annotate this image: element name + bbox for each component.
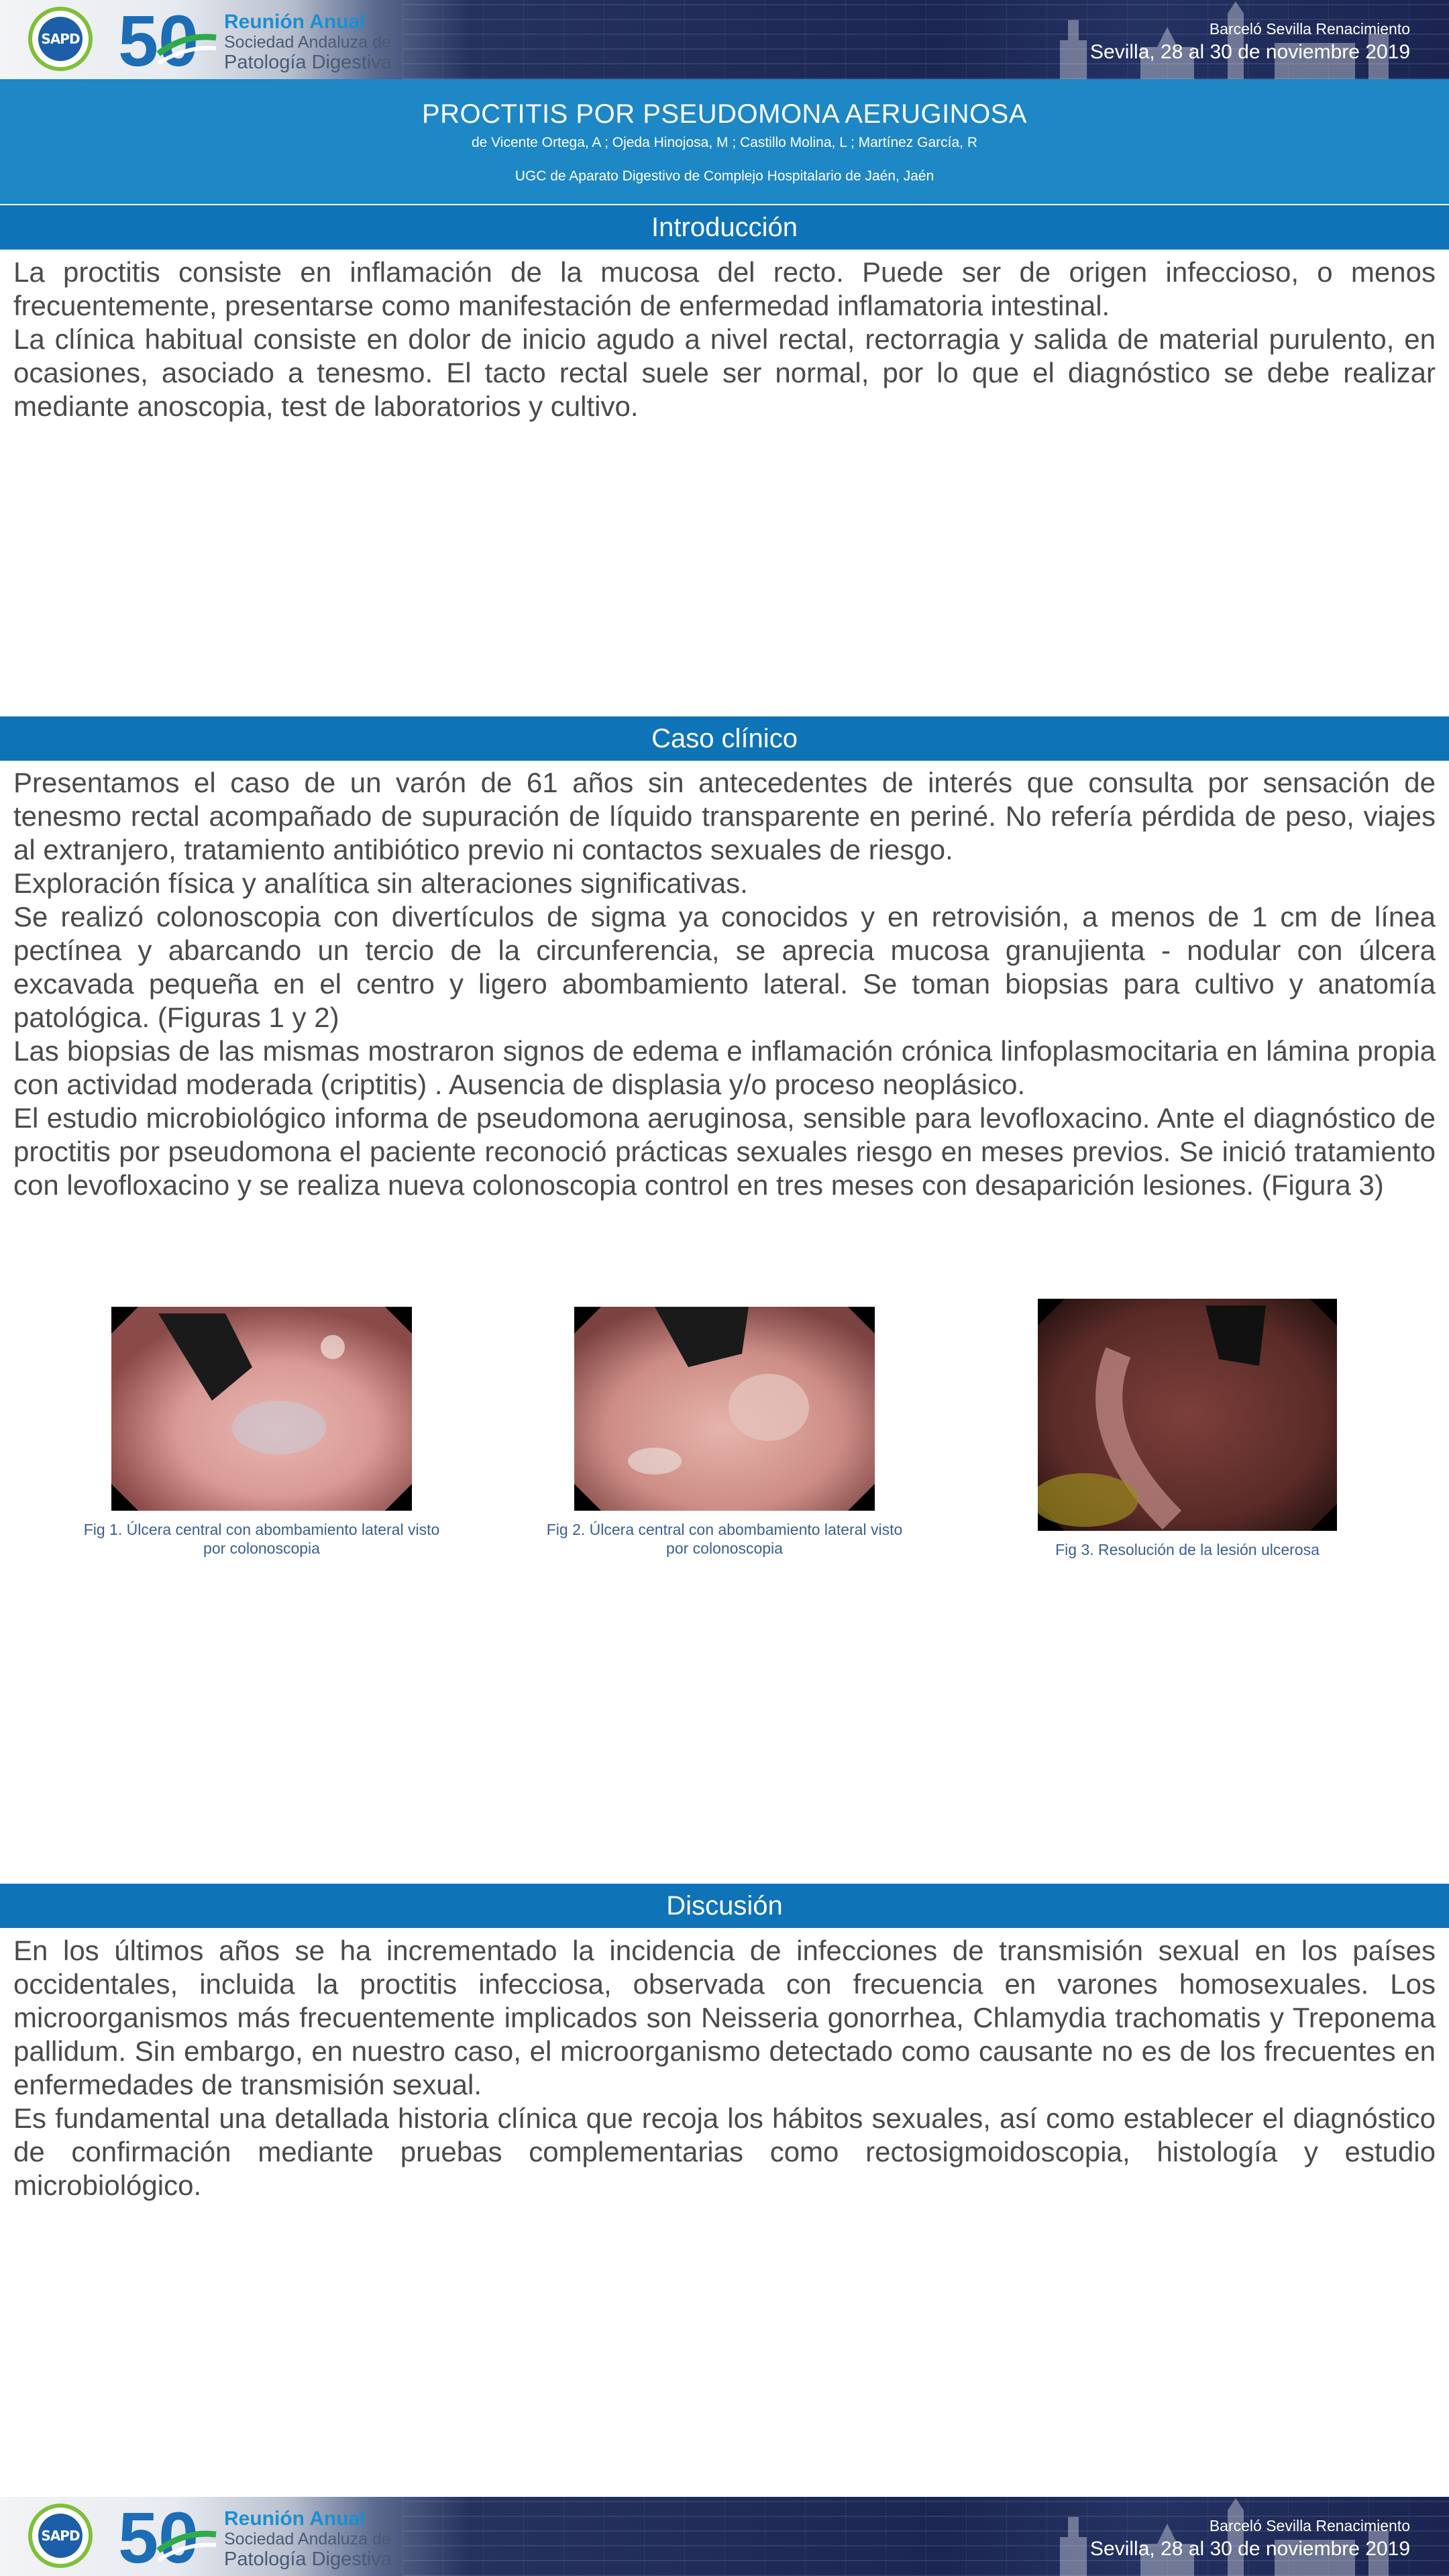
venue-line1: Barceló Sevilla Renacimiento [1209, 20, 1410, 38]
footer-banner [0, 2497, 1449, 2576]
venue-line2: Sevilla, 28 al 30 de noviembre 2019 [1090, 41, 1410, 63]
endoscopy-image-3 [1038, 1299, 1337, 1531]
paragraph: La clínica habitual consiste en dolor de inicio agudo a nivel rectal, rectorragia y salida de material purulento, en ocasiones, asociado a tenesmo. El tacto rectal suele ser normal, por lo que el diagnóstico se debe realizar mediante anoscopia, test de laboratorios y cultivo. [13, 323, 1436, 422]
sapd-logo [28, 2504, 93, 2568]
fifty-anniversary-logo [118, 2504, 217, 2571]
case-text [13, 766, 1436, 1202]
affiliation: UGC de Aparato Digestivo de Complejo Hospitalario de Jaén, Jaén [515, 168, 934, 184]
paragraph: El estudio microbiológico informa de pseudomona aeruginosa, sensible para levofloxacino. Ante el diagnóstico de proctitis por pseudomona el paciente reconoció prácticas sexuales riesgo en meses previos. Se inició tratamiento con levofloxacino y se realiza nueva colonoscopia control en tres meses con desaparición lesiones. (Figura 3) [13, 1102, 1436, 1201]
figure-3 [1006, 1299, 1368, 1559]
meeting-line3: Patología Digestiva [224, 52, 392, 73]
sapd-logo [28, 7, 93, 71]
venue-info [1090, 2517, 1410, 2561]
venue-line1: Barceló Sevilla Renacimiento [1209, 2517, 1410, 2534]
paragraph: La proctitis consiste en inflamación de la mucosa del recto. Puede ser de origen infeccioso, o menos frecuentemente, presentarse como manifestación de enfermedad inflamatoria intestinal. [13, 256, 1436, 321]
meeting-title [224, 12, 392, 72]
meeting-line2: Sociedad Andaluza de [224, 33, 391, 52]
section-heading-intro: Introducción [0, 205, 1449, 250]
meeting-title [224, 2509, 392, 2569]
figure-1 [74, 1307, 449, 1558]
paragraph: Las biopsias de las mismas mostraron signos de edema e inflamación crónica linfoplasmocitaria en lámina propia con actividad moderada (criptitis) . Ausencia de displasia y/o proceso neoplásico. [13, 1035, 1436, 1100]
paragraph: Se realizó colonoscopia con divertículos de sigma ya conocidos y en retrovisión, a menos de 1 cm de línea pectínea y abarcando un tercio de la circunferencia, se aprecia mucosa granujienta - nodular con úlcera excavada pequeña en el centro y ligero abombamiento lateral. Se toman biopsias para cultivo y anatomía patológica. (Figuras 1 y 2) [13, 901, 1436, 1033]
section-heading-case: Caso clínico [0, 716, 1449, 761]
sapd-logo-text: SAPD [38, 2514, 83, 2558]
fifty-anniversary-logo [118, 7, 217, 74]
figure-caption: Fig 3. Resolución de la lesión ulcerosa [1055, 1541, 1320, 1558]
meeting-line3: Patología Digestiva [224, 2548, 392, 2570]
discussion-text [13, 1934, 1436, 2202]
intro-text [13, 256, 1436, 423]
fifty-text: 50 [118, 2504, 199, 2571]
fifty-text: 50 [118, 7, 199, 74]
venue-info [1090, 20, 1410, 64]
paragraph: Presentamos el caso de un varón de 61 años sin antecedentes de interés que consulta por sensación de tenesmo rectal acompañado de supuración de líquido transparente en periné. No refería pérdida de peso, viajes al extranjero, tratamiento antibiótico previo ni contactos sexuales de riesgo. [13, 767, 1436, 865]
figure-2 [535, 1307, 914, 1558]
authors: de Vicente Ortega, A ; Ojeda Hinojosa, M ; Castillo Molina, L ; Martínez García, R [471, 135, 977, 150]
title-block [0, 79, 1449, 204]
figure-caption: Fig 2. Úlcera central con abombamiento lateral visto por colonoscopia [546, 1521, 903, 1557]
meeting-line2: Sociedad Andaluza de [224, 2530, 391, 2548]
section-heading-discussion: Discusión [0, 1884, 1449, 1928]
header-banner [0, 0, 1449, 79]
meeting-line1: Reunión Anual [224, 2508, 366, 2530]
paragraph: Exploración física y analítica sin alteraciones significativas. [13, 867, 748, 899]
sapd-logo-text: SAPD [38, 17, 83, 61]
venue-line2: Sevilla, 28 al 30 de noviembre 2019 [1090, 2538, 1410, 2560]
poster-title: PROCTITIS POR PSEUDOMONA AERUGINOSA [421, 99, 1028, 129]
meeting-line1: Reunión Anual [224, 11, 366, 33]
paragraph: Es fundamental una detallada historia clínica que recoja los hábitos sexuales, así como establecer el diagnóstico de confirmación mediante pruebas complementarias como rectosigmoidoscopia, histología y estudio microbiológico. [13, 2102, 1436, 2201]
paragraph: En los últimos años se ha incrementado la incidencia de infecciones de transmisión sexual en los países occidentales, incluida la proctitis infecciosa, observada con frecuencia en varones homosexuales. Los microorganismos más frecuentemente implicados son Neisseria gonorrhea, Chlamydia trachomatis y Treponema pallidum. Sin embargo, en nuestro caso, el microorganismo detectado como causante no es de los frecuentes en enfermedades de transmisión sexual. [13, 1935, 1436, 2100]
endoscopy-image-1 [111, 1307, 412, 1511]
figure-caption: Fig 1. Úlcera central con abombamiento lateral visto por colonoscopia [83, 1521, 440, 1557]
endoscopy-image-2 [574, 1307, 875, 1511]
